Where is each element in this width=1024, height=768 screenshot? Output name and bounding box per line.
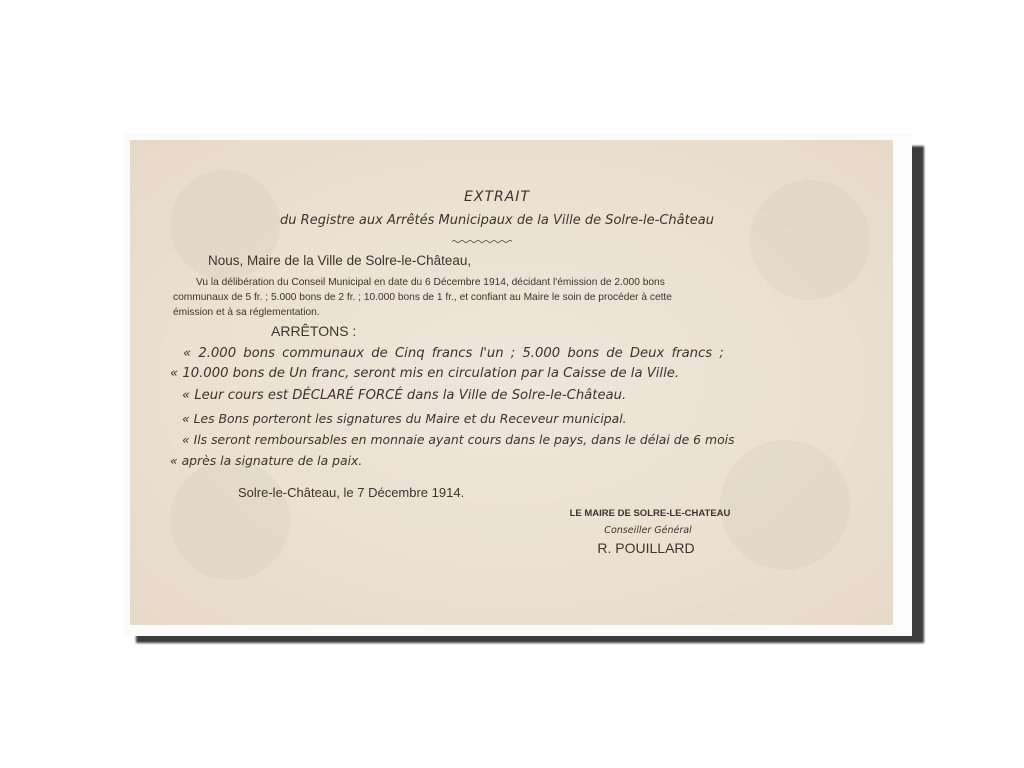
article-line: « 10.000 bons de Un franc, seront mis en circulation par la Caisse de la Ville. xyxy=(170,366,680,381)
considerant-line: Vu la délibération du Conseil Municipal en date du 6 Décembre 1914, décidant l'émission de 2.000 bons xyxy=(196,277,665,288)
signature-title: LE MAIRE DE SOLRE-LE-CHATEAU xyxy=(569,508,731,519)
subheading: du Registre aux Arrêtés Municipaux de la Ville de Solre-le-Château xyxy=(280,213,714,228)
watermark-medallion xyxy=(750,180,870,300)
considerant-line: communaux de 5 fr. ; 5.000 bons de 2 fr. ; 10.000 bons de 1 fr., et confiant au Maire le soin de procéder à cette xyxy=(173,292,672,303)
arretons: ARRÊTONS : xyxy=(271,323,357,339)
signature-name: R. POUILLARD xyxy=(597,540,695,556)
signature-role: Conseiller Général xyxy=(604,525,692,536)
opening-line: Nous, Maire de la Ville de Solre-le-Château, xyxy=(208,253,472,268)
watermark-medallion xyxy=(720,440,850,570)
article-line: « Les Bons porteront les signatures du Maire et du Receveur municipal. xyxy=(182,411,627,426)
date-line: Solre-le-Château, le 7 Décembre 1914. xyxy=(238,485,465,500)
watermark-medallion xyxy=(170,460,290,580)
article-line: « 2.000 bons communaux de Cinq francs l'un ; 5.000 bons de Deux francs ; xyxy=(183,346,724,361)
article-line: « après la signature de la paix. xyxy=(170,453,363,468)
considerant-line: émission et à sa réglementation. xyxy=(173,307,320,318)
article-line: « Leur cours est DÉCLARÉ FORCÉ dans la Ville de Solre-le-Château. xyxy=(182,388,627,403)
heading: EXTRAIT xyxy=(464,189,530,205)
article-line: « Ils seront remboursables en monnaie ayant cours dans le pays, dans le délai de 6 mois xyxy=(182,432,735,447)
ornament-divider xyxy=(452,239,512,244)
